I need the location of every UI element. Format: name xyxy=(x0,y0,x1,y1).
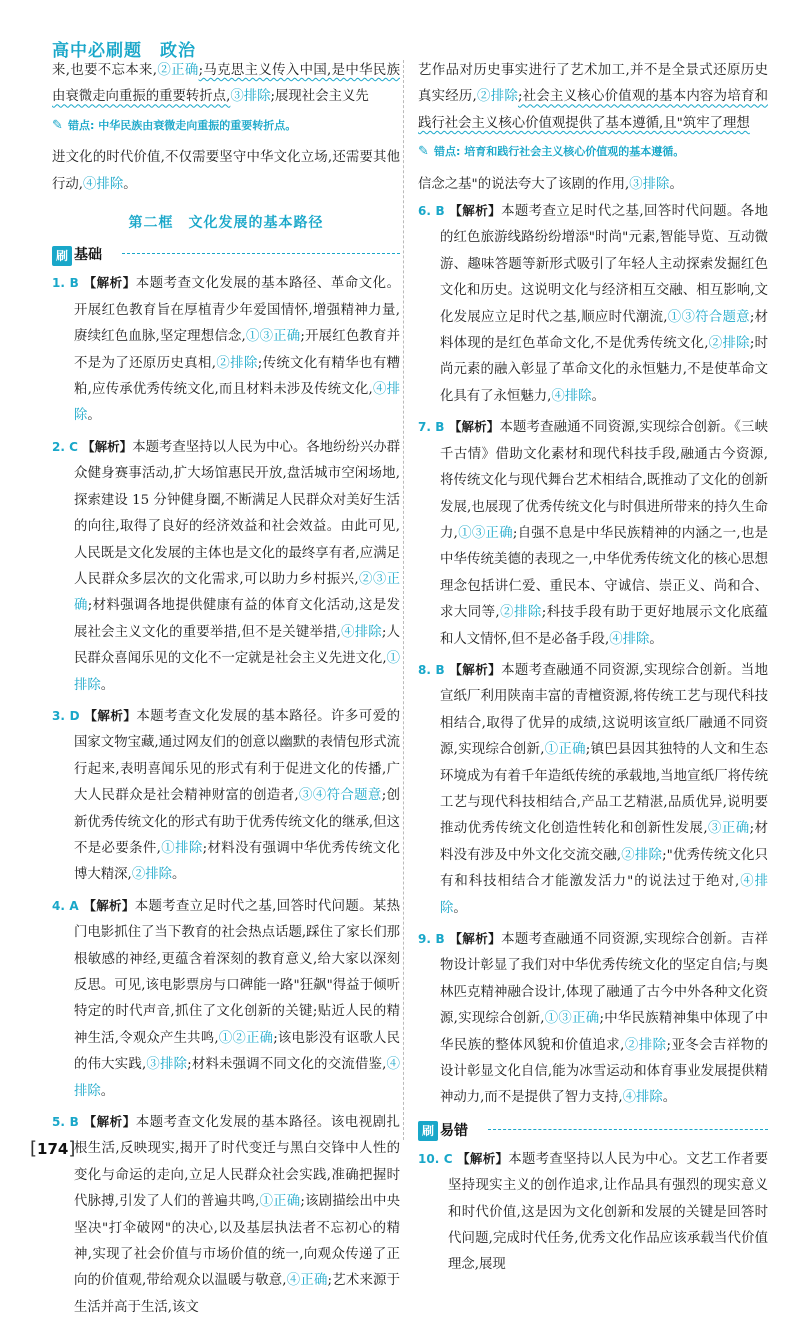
continued-paragraph: 艺作品对历史事实进行了艺术加工,并不是全景式还原历史真实经历,②排除;社会主义核心价值观的基本内容为培育和践行社会主义核心价值观提供了基本遵循,且"筑牢了理想 xyxy=(418,63,768,131)
verdict-excluded: ③排除 xyxy=(629,176,670,192)
page-header-title: 高中必刷题 政治 xyxy=(52,41,196,61)
verdict-excluded: ③排除 xyxy=(230,89,271,105)
answer-item-10: 10. C 【解析】本题考查坚持以人民为中心。文艺工作者要坚持现实主义的创作追求,让作品具有强烈的现实意义和时代价值,这是因为文化创新和发展的关键是回答时代问题,完成时代任务,优秀文化作品应该承载当代价值理念,展现 xyxy=(418,1150,769,1273)
left-column xyxy=(52,58,400,1325)
answer-item-3: 3. D 【解析】本题考查文化发展的基本路径。许多可爱的国家文物宝藏,通过网友们的创意以幽默的表情包形式流行起来,表明喜闻乐见的形式有利于促进文化的传播,广大人民群众是社会精神财富的创造者,③④符合题意;创新优秀传统文化的形式有助于优秀传统文化的继承,但这不是必要条件,①排除;材料没有强调中华优秀传统文化博大精深,②排除。 xyxy=(52,707,401,883)
section-label: 易错 xyxy=(440,1122,468,1139)
answer-item-1: 1. B 【解析】本题考查文化发展的基本路径、革命文化。开展红色教育旨在厚植青少年爱国情怀,增强精神力量,赓续红色血脉,坚定理想信念,①③正确;开展红色教育并不是为了还原历史真相,②排除;传统文化有精华也有糟粕,应传承优秀传统文化,而且材料未涉及传统文化,④排除。 xyxy=(52,275,401,424)
intro-paragraph: 来,也要不忘本来,②正确;马克思主义传入中国,是中华民族由衰微走向重振的重要转折点,③排除;展现社会主义先 xyxy=(52,63,400,105)
section-bar-error-prone xyxy=(418,1118,768,1140)
answer-item-4: 4. A 【解析】本题考查立足时代之基,回答时代问题。某热门电影抓住了当下教育的社会热点话题,踩住了家长们那根敏感的神经,更蕴含着深刻的教育意义,给大家以深刻反思。可见,该电影票房与口碑能一路"狂飙"得益于倾听特定的时代声音,抓住了文化创新的关键;贴近人民的精神生活,令观众产生共鸣,①②正确;该电影没有讴歌人民的伟大实践,③排除;材料未强调不同文化的交流借鉴,④排除。 xyxy=(52,897,401,1099)
section-title: 第二框 文化发展的基本路径 xyxy=(128,215,324,232)
pencil-icon: ✎ xyxy=(418,144,429,160)
intro-paragraph-2: 进文化的时代价值,不仅需要坚守中华文化立场,还需要其他行动,④排除。 xyxy=(52,150,400,192)
verdict-excluded: ②排除 xyxy=(476,89,518,105)
dashed-rule xyxy=(122,253,400,254)
answer-item-9: 9. B 【解析】本题考查融通不同资源,实现综合创新。吉祥物设计彰显了我们对中华优秀传统文化的坚定自信;与奥林匹克精神融合设计,体现了融通了古今中外各种文化资源,实现综合创新,①③正确;中华民族精神集中体现了中华民族的整体风貌和价值追求,②排除;亚冬会吉祥物的设计彰显文化自信,能为冰雪运动和体育事业发展提供精神动力,而不是提供了智力支持,④排除。 xyxy=(418,931,769,1106)
column-divider xyxy=(403,60,404,1140)
error-note: ✎ 错点: 中华民族由衰微走向重振的重要转折点。 xyxy=(52,113,400,139)
underlined-error-text: ;社会主义核心价值观的基本内容为培育和践行社会主义核心价值观提供了基本遵循,且"筑牢了理想 xyxy=(418,89,768,131)
continued-paragraph-2: 信念之基"的说法夸大了该剧的作用,③排除。 xyxy=(418,176,683,192)
answer-item-5: 5. B 【解析】本题考查文化发展的基本路径。该电视剧扎根生活,反映现实,揭开了时代变迁与黑白交锋中人性的变化与命运的走向,立足人民群众社会实践,准确把握时代脉搏,引发了人们的普遍共鸣,①正确;该剧描绘出中央坚决"打伞破网"的决心,以及基层执法者不忘初心的精神,实现了社会价值与市场价值的统一,向观众传递了正向的价值观,带给观众以温暖与敬意,④正确;艺术来源于生活并高于生活,该文 xyxy=(52,1114,401,1315)
answer-item-2: 2. C 【解析】本题考查坚持以人民为中心。各地纷纷兴办群众健身赛事活动,扩大场馆惠民开放,盘活城市空闲场地,探索建设 15 分钟健身圈,不断满足人民群众对美好生活的向往,取得了良好的经济效益和社会效益。由此可见,人民既是文化发展的主体也是文化的最终享有者,应满足人民群众多层次的文化需求,可以助力乡村振兴,②③正确;材料强调各地提供健康有益的体育文化活动,这是发展社会主义文化的重要举措,但不是关键举措,④排除;人民群众喜闻乐见的文化不一定就是社会主义先进文化,①排除。 xyxy=(52,438,401,693)
page-number: [174] xyxy=(30,1138,76,1159)
error-note: ✎ 错点: 培育和践行社会主义核心价值观的基本遵循。 xyxy=(418,139,768,165)
underlined-error-text: ;马克思主义传入中国,是中华民族由衰微走向重振的重要转折点, xyxy=(52,63,400,105)
answer-item-6: 6. B 【解析】本题考查立足时代之基,回答时代问题。各地的红色旅游线路纷纷增添"时尚"元素,智能导览、互动微游、趣味答题等新形式吸引了年轻人主动探索发掘红色文化和历史。这说明文化与经济相互交融、相互影响,文化发展应立足时代之基,顺应时代潮流,①③符合题意;材料体现的是红色革命文化,不是优秀传统文化,②排除;时尚元素的融入彰显了革命文化的永恒魅力,不是使革命文化具有了永恒魅力,④排除。 xyxy=(418,203,769,404)
answer-item-8: 8. B 【解析】本题考查融通不同资源,实现综合创新。当地宣纸厂利用陕南丰富的青檀资源,将传统工艺与现代科技相结合,取得了优异的成绩,这说明该宣纸厂融通不同资源,实现综合创新,①正确;镇巴县因其独特的人文和生态环境成为有着千年造纸传统的承载地,当地宣纸厂将传统工艺与现代科技相结合,产品工艺精湛,品质优异,说明要推动优秀传统文化创造性转化和创新性发展,③正确;材料没有涉及中外文化交流交融,②排除;"优秀传统文化只有和科技相结合才能激发活力"的说法过于绝对,④排除。 xyxy=(418,661,769,916)
section-bar-basic xyxy=(52,242,400,264)
dashed-rule xyxy=(488,1129,768,1130)
answer-item-7: 7. B 【解析】本题考查融通不同资源,实现综合创新。《三峡千古情》借助文化素材和现代科技手段,融通古今资源,将传统文化与现代舞台艺术相结合,既推动了文化的创新发展,也展现了优秀传统文化与时俱进所带来的持久生命力,①③正确;自强不息是中华民族精神的内涵之一,也是中华传统美德的表现之一,中华优秀传统文化的核心思想理念包括讲仁爱、重民本、守诚信、崇正义、尚和合、求大同等,②排除;科技手段有助于更好地展示文化底蕴和人文情怀,但不是必备手段,④排除。 xyxy=(418,419,769,647)
verdict-excluded: ④排除 xyxy=(83,176,124,192)
brush-badge-icon: 刷 xyxy=(52,246,72,266)
pencil-icon: ✎ xyxy=(52,117,63,133)
section-label: 基础 xyxy=(74,247,102,264)
brush-badge-icon: 刷 xyxy=(418,1121,438,1141)
verdict-correct: ②正确 xyxy=(157,63,199,78)
right-column xyxy=(418,58,768,1283)
